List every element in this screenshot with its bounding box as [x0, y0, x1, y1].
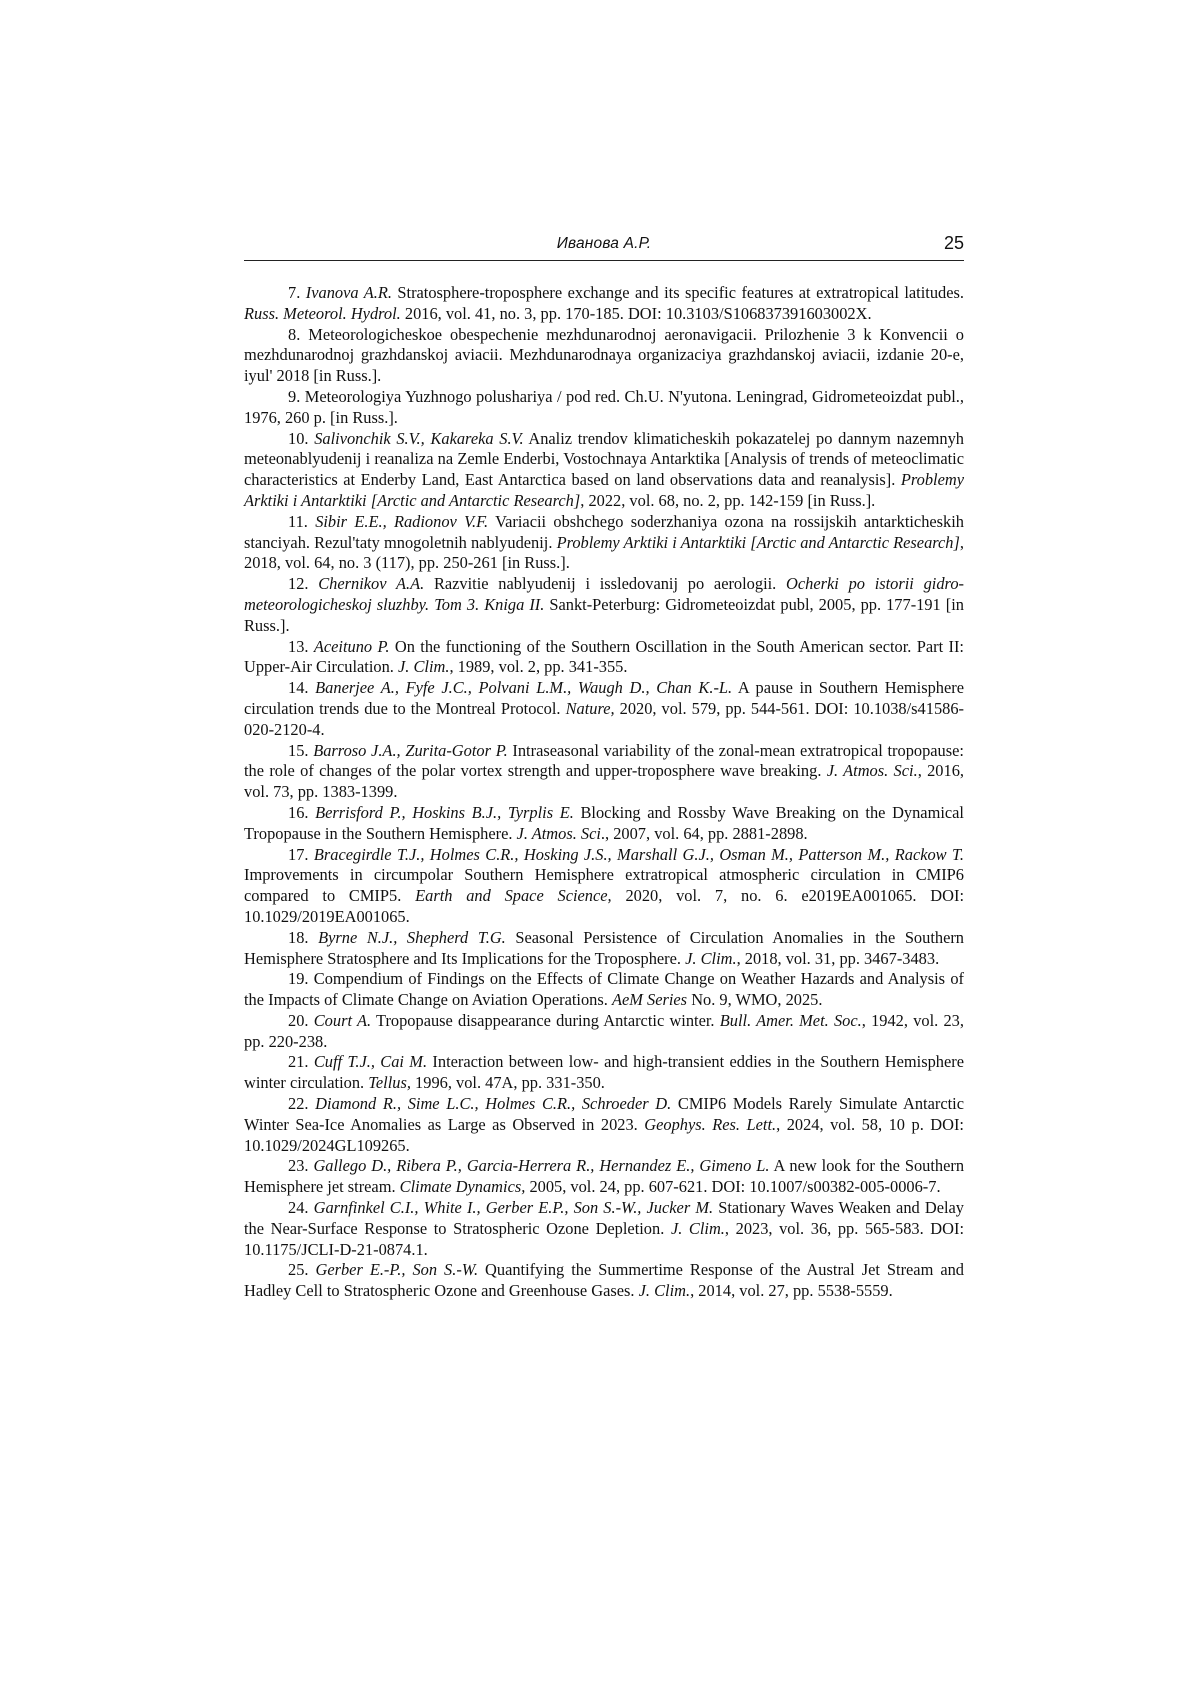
reference-details: , 2016, vol. 73, pp. 1383-1399. [244, 761, 964, 802]
reference-authors: Cuff T.J., Cai M. [313, 1052, 428, 1072]
reference-authors: Sibir E.E., Radionov V.F. [315, 511, 489, 531]
reference-journal: Bull. Amer. Met. Soc. [719, 1010, 862, 1030]
reference-journal: J. Clim. [685, 948, 737, 968]
reference-item [244, 741, 964, 803]
reference-title: Blocking and Rossby Wave Breaking on the Dynamical Tropopause in the Southern Hemisphere. [244, 802, 964, 843]
reference-number: 10. [288, 428, 309, 448]
reference-item [244, 637, 964, 679]
reference-item [244, 283, 964, 325]
reference-title: Quantifying the Summertime Response of the Austral Jet Stream and Hadley Cell to Stratospheric Ozone and Greenhouse Gases. [244, 1260, 964, 1301]
reference-number: 12. [288, 574, 309, 594]
reference-number: 21. [288, 1052, 309, 1072]
reference-authors: Salivonchik S.V., Kakareka S.V. [314, 428, 524, 448]
reference-number: 22. [288, 1094, 309, 1114]
reference-number: 14. [288, 678, 309, 698]
reference-journal: Nature, [565, 698, 615, 718]
reference-number: 15. [288, 740, 309, 760]
reference-title: Meteorologiya Yuzhnogo polushariya / pod red. Ch.U. N'yutona. Leningrad, Gidrometeoizdat publ., 1976, 260 p. [in Russ.]. [244, 386, 964, 427]
reference-number: 16. [288, 802, 309, 822]
reference-journal: Tellus, [368, 1073, 411, 1093]
reference-details: , 2018, vol. 64, no. 3 (117), pp. 250-261 [in Russ.]. [244, 532, 964, 573]
reference-item [244, 845, 964, 928]
reference-title: Interaction between low- and high-transient eddies in the Southern Hemisphere winter circulation. [244, 1052, 964, 1093]
reference-journal: Problemy Arktiki i Antarktiki [Arctic and Antarctic Research] [556, 532, 960, 552]
reference-item [244, 1260, 964, 1302]
reference-details: No. 9, WMO, 2025. [691, 990, 823, 1010]
reference-number: 9. [288, 386, 301, 406]
reference-title: A new look for the Southern Hemisphere jet stream. [244, 1156, 965, 1197]
reference-authors: Gallego D., Ribera P., Garcia-Herrera R., Hernandez E., Gimeno L. [313, 1156, 770, 1176]
page-number: 25 [943, 233, 964, 253]
reference-journal: J. Atmos. Sci. [826, 761, 918, 781]
reference-number: 25. [288, 1260, 309, 1280]
reference-number: 8. [288, 324, 301, 344]
reference-details: 1996, vol. 47A, pp. 331-350. [415, 1073, 605, 1093]
reference-journal: J. Clim. [398, 657, 450, 677]
reference-number: 11. [288, 511, 308, 531]
reference-title: Stationary Waves Weaken and Delay the Near-Surface Response to Stratospheric Ozone Depletion. [244, 1198, 964, 1238]
running-header [244, 234, 964, 261]
reference-journal: Problemy Arktiki i Antarktiki [Arctic and Antarctic Research] [244, 470, 964, 510]
reference-authors: Bracegirdle T.J., Holmes C.R., Hosking J.S., Marshall G.J., Osman M., Patterson M., Rackow T. [313, 844, 964, 864]
reference-authors: Garnfinkel C.I., White I., Gerber E.P., Son S.-W., Jucker M. [313, 1198, 714, 1218]
reference-details: , 2018, vol. 31, pp. 3467-3483. [736, 948, 940, 968]
reference-title: Analiz trendov klimaticheskih pokazatelej po dannym nazemnyh meteonablyudenij i reanaliza na Zemle Enderbi, Vostochnaya Antarktika [Analysis of trends of meteoclimatic characteristics at Enderby Land, East Antarctica based on land observations data and reanalysis]. [244, 428, 964, 490]
reference-details: , 1989, vol. 2, pp. 341-355. [449, 657, 628, 677]
reference-item [244, 1011, 964, 1053]
reference-number: 13. [288, 636, 309, 656]
reference-list [244, 283, 964, 1302]
reference-journal: Geophys. Res. Lett. [644, 1114, 777, 1134]
reference-authors: Ivanova A.R. [305, 283, 392, 302]
reference-details: ., 2007, vol. 64, pp. 2881-2898. [600, 823, 808, 843]
reference-journal: J. Clim. [670, 1218, 725, 1238]
reference-number: 24. [288, 1198, 309, 1218]
reference-item [244, 1094, 964, 1156]
reference-authors: Aceituno P. [313, 636, 390, 656]
reference-authors: Chernikov A.A. [318, 574, 425, 594]
reference-authors: Diamond R., Sime L.C., Holmes C.R., Schroeder D. [315, 1094, 672, 1114]
reference-item [244, 969, 964, 1011]
reference-title: CMIP6 Models Rarely Simulate Antarctic Winter Sea-Ice Anomalies as Large as Observed in 2023. [244, 1094, 965, 1134]
reference-item [244, 1198, 964, 1260]
reference-title: On the functioning of the Southern Oscillation in the South American sector. Part II: Upper-Air Circulation. [244, 636, 964, 677]
reference-item [244, 325, 964, 387]
reference-details: 2020, vol. 7, no. 6. e2019EA001065. DOI: 10.1029/2019EA001065. [244, 886, 964, 926]
reference-item [244, 678, 964, 740]
reference-authors: Berrisford P., Hoskins B.J., Tyrplis E. [315, 802, 574, 822]
reference-details: , 1942, vol. 23, pp. 220-238. [244, 1010, 964, 1051]
reference-number: 20. [288, 1010, 309, 1030]
reference-item [244, 429, 964, 512]
reference-item [244, 928, 964, 970]
reference-details: 2016, vol. 41, no. 3, pp. 170-185. DOI: 10.3103/S106837391603002X. [404, 303, 872, 323]
reference-title: Variacii obshchego soderzhaniya ozona na rossijskih antarkticheskih stanciyah. Rezul'taty mnogoletnih nablyudenij. [244, 511, 964, 552]
reference-title: A pause in Southern Hemisphere circulation trends due to the Montreal Protocol. [244, 678, 964, 718]
reference-title: Improvements in circumpolar Southern Hemisphere extratropical atmospheric circulation in CMIP6 compared to CMIP5. [244, 865, 964, 906]
reference-title: Razvitie nablyudenij i issledovanij po aerologii. [433, 574, 777, 594]
reference-authors: Barroso J.A., Zurita-Gotor P. [313, 740, 508, 760]
reference-title: Meteorologicheskoe obespechenie mezhdunarodnoj aeronavigacii. Prilozhenie 3 k Konvencii o mezhdunarodnoj grazhdanskoj aviacii. Mezhdunarodnaya organizaciya grazhdanskoj aviacii, izdanie 20-e, iyul' 2018 [in Russ.]. [244, 324, 964, 386]
reference-journal: Russ. Meteorol. Hydrol. [244, 303, 401, 323]
reference-number: 23. [288, 1156, 309, 1176]
reference-authors: Byrne N.J., Shepherd T.G. [318, 927, 506, 947]
reference-journal: J. Clim. [638, 1281, 691, 1301]
reference-journal: Climate Dynamics, [399, 1177, 526, 1197]
reference-title: Compendium of Findings on the Effects of Climate Change on Weather Hazards and Analysis of the Impacts of Climate Change on Aviation Operations. [244, 969, 964, 1010]
reference-details: 2005, vol. 24, pp. 607-621. DOI: 10.1007/s00382-005-0006-7. [529, 1177, 941, 1197]
reference-details: , 2014, vol. 27, pp. 5538-5559. [690, 1281, 893, 1301]
reference-item [244, 803, 964, 845]
reference-authors: Court A. [313, 1010, 372, 1030]
reference-title: Tropopause disappearance during Antarctic winter. [376, 1010, 715, 1030]
reference-item [244, 387, 964, 429]
reference-title: Intraseasonal variability of the zonal-mean extratropical tropopause: the role of changes of the polar vortex strength and upper-troposphere wave breaking. [244, 740, 964, 781]
reference-item [244, 512, 964, 574]
reference-number: 19. [288, 969, 309, 989]
reference-journal: Ocherki po istorii gidrometeorologicheskoj sluzhby. Tom 3. Kniga II. [244, 574, 964, 614]
reference-number: 7. [288, 283, 301, 302]
reference-title: Stratosphere-troposphere exchange and its specific features at extratropical latitudes. [397, 283, 964, 302]
reference-item [244, 1156, 964, 1198]
reference-details: , 2022, vol. 68, no. 2, pp. 142-159 [in Russ.]. [580, 490, 876, 510]
reference-number: 17. [288, 844, 309, 864]
reference-authors: Banerjee A., Fyfe J.C., Polvani L.M., Waugh D., Chan K.-L. [315, 678, 733, 698]
reference-journal: J. Atmos. Sci [516, 823, 601, 843]
reference-title: Seasonal Persistence of Circulation Anomalies in the Southern Hemisphere Stratosphere and Its Implications for the Troposphere. [244, 927, 964, 968]
reference-journal: AeM Series [611, 990, 688, 1010]
reference-details: , 2024, vol. 58, 10 p. DOI: 10.1029/2024GL109265. [244, 1114, 964, 1155]
reference-authors: Gerber E.-P., Son S.-W. [315, 1260, 479, 1280]
header-author: Иванова А.Р. [556, 235, 652, 252]
reference-item [244, 574, 964, 636]
reference-number: 18. [288, 927, 309, 947]
reference-item [244, 1052, 964, 1094]
reference-details: Sankt-Peterburg: Gidrometeoizdat publ, 2005, pp. 177-191 [in Russ.]. [244, 594, 964, 635]
reference-details: 2020, vol. 579, pp. 544-561. DOI: 10.1038/s41586-020-2120-4. [244, 698, 964, 739]
reference-details: , 2023, vol. 36, pp. 565-583. DOI: 10.1175/JCLI-D-21-0874.1. [244, 1218, 964, 1259]
reference-journal: Earth and Space Science, [415, 886, 612, 906]
